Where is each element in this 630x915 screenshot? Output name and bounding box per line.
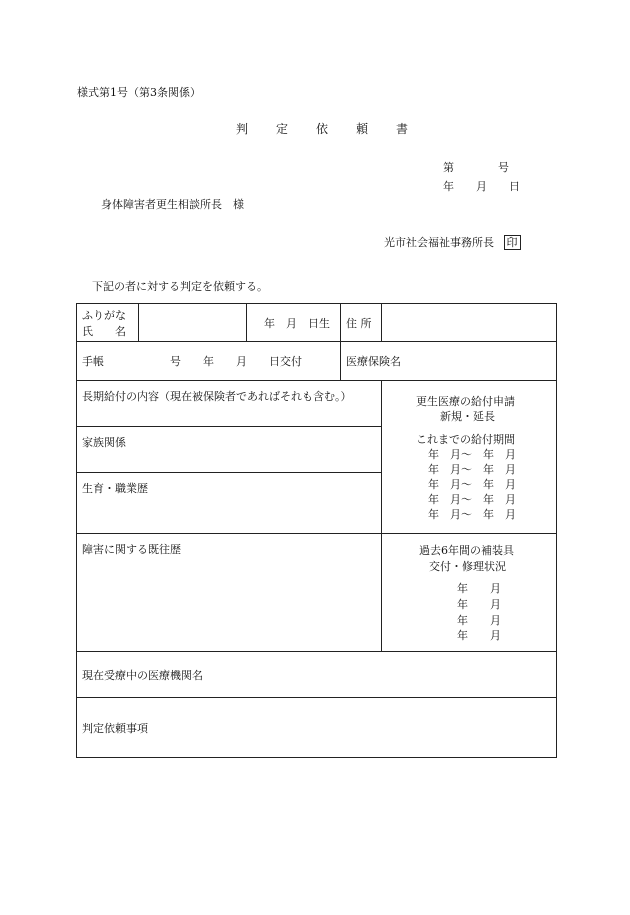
row-divider xyxy=(76,426,381,427)
insurance-label: 医療保険名 xyxy=(346,355,401,368)
disability-history-label: 障害に関する既往歴 xyxy=(82,543,181,556)
aid-row: 年 月 xyxy=(457,614,501,627)
aid-title: 過去6年間の補装具 xyxy=(419,544,514,557)
family-relation-label: 家族関係 xyxy=(82,436,126,449)
document-title: 判 定 依 頼 書 xyxy=(236,122,417,136)
birth-date-label: 年 月 日生 xyxy=(264,317,330,330)
seal-mark: 印 xyxy=(504,235,521,250)
document-date: 年 月 日 xyxy=(443,180,520,193)
sender-name: 光市社会福祉事務所長 xyxy=(384,236,494,249)
address-field[interactable] xyxy=(382,304,556,340)
aid-sub: 交付・修理状況 xyxy=(429,560,506,573)
request-items-label: 判定依頼事項 xyxy=(82,722,148,735)
period-row: 年 月〜 年 月 xyxy=(428,508,516,521)
row-divider xyxy=(76,472,381,473)
col-divider xyxy=(246,303,247,341)
row-divider xyxy=(76,380,557,381)
handbook-label: 手帳 号 年 月 日交付 xyxy=(82,355,302,368)
period-row: 年 月〜 年 月 xyxy=(428,493,516,506)
addressee: 身体障害者更生相談所長 様 xyxy=(101,198,244,211)
aid-row: 年 月 xyxy=(457,598,501,611)
col-divider xyxy=(381,380,382,651)
aid-row: 年 月 xyxy=(457,629,501,642)
furigana-label: ふりがな xyxy=(82,309,126,322)
request-text: 下記の者に対する判定を依頼する。 xyxy=(92,280,268,293)
row-divider xyxy=(76,341,557,342)
form-number: 様式第1号（第3条関係） xyxy=(77,86,201,99)
rehab-title: 更生医療の給付申請 xyxy=(416,395,515,408)
col-divider xyxy=(340,303,341,380)
current-medical-label: 現在受療中の医療機関名 xyxy=(82,669,203,682)
document-number: 第 号 xyxy=(443,161,509,174)
name-label: 氏 名 xyxy=(82,325,126,338)
name-field[interactable] xyxy=(139,304,245,340)
address-label: 住 所 xyxy=(346,317,372,330)
period-row: 年 月〜 年 月 xyxy=(428,448,516,461)
row-divider xyxy=(76,533,557,534)
row-divider xyxy=(76,697,557,698)
sender xyxy=(384,235,521,250)
form-table xyxy=(76,303,557,758)
period-row: 年 月〜 年 月 xyxy=(428,463,516,476)
rehab-sub: 新規・延長 xyxy=(440,410,495,423)
period-row: 年 月〜 年 月 xyxy=(428,478,516,491)
aid-row: 年 月 xyxy=(457,582,501,595)
row-divider xyxy=(76,651,557,652)
long-term-benefit-label: 長期給付の内容（現在被保険者であればそれも含む。） xyxy=(82,390,352,403)
period-title: これまでの給付期間 xyxy=(416,433,515,446)
career-history-label: 生育・職業歴 xyxy=(82,482,148,495)
